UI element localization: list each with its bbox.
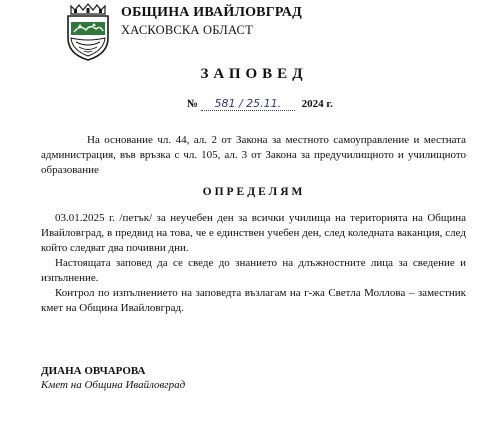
municipality-name: ОБЩИНА ИВАЙЛОВГРАД: [121, 5, 302, 20]
section-heading: ОПРЕДЕЛЯМ: [202, 186, 306, 198]
order-year: 2024 г.: [301, 98, 333, 110]
handwritten-order-number: 581 / 25.11.: [201, 97, 295, 111]
order-number-line: [187, 97, 333, 111]
document-title: ЗАПОВЕД: [200, 66, 308, 82]
legal-basis-paragraph: На основание чл. 44, ал. 2 от Закона за местното самоуправление и местната администрация, във връзка с чл. 105, ал. 3 от Закона за предучилищното и училищното образование: [41, 134, 466, 176]
region-name: ХАСКОВСКА ОБЛАСТ: [121, 23, 253, 37]
signer-name: ДИАНА ОВЧАРОВА: [41, 365, 146, 377]
municipal-coat-of-arms-icon: [64, 2, 112, 62]
decision-paragraph: 03.01.2025 г. /петък/ за неучебен ден за всички училища на територията на Община Ивайловград, в предвид на това, че е единствен учебен ден, след коледната ваканция, след който следват два почивни дни.: [41, 212, 466, 254]
control-paragraph: Контрол по изпълнението на заповедта възлагам на г-жа Светла Моллова – заместник кмет на Община Ивайловград.: [41, 287, 466, 314]
letterhead: [64, 2, 484, 62]
signer-title: Кмет на Община Ивайловград: [41, 379, 186, 391]
number-sign: №: [187, 98, 199, 110]
notice-paragraph: Настоящата заповед да се сведе до знанието на длъжностните лица за сведение и изпълнение.: [41, 257, 466, 284]
